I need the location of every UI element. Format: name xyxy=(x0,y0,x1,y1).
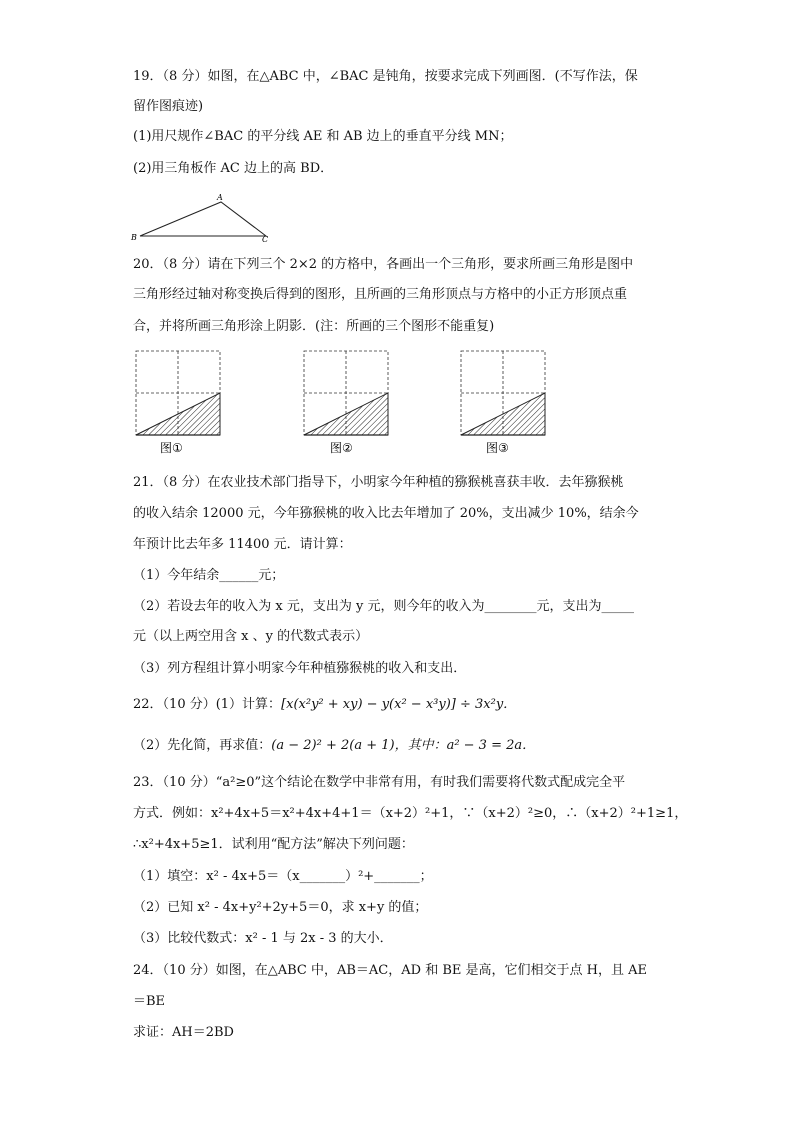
q23-line-1: 23．（10 分）“a²≥0”这个结论在数学中非常有用，有时我们需要将代数式配成完全平 xyxy=(133,775,626,790)
shaded-triangle xyxy=(461,393,545,435)
grid-2 xyxy=(304,351,388,435)
q23-line-5: （2）已知 x² - 4x+y²+2y+5＝0，求 x+y 的值； xyxy=(133,900,428,915)
q19-line-1: 19．（8 分）如图，在△ABC 中，∠BAC 是钝角，按要求完成下列画图．(不写作法，保 xyxy=(133,69,638,84)
q21-line-5: （2）若设去年的收入为 x 元，支出为 y 元，则今年的收入为________元，支出为_____ xyxy=(133,599,634,614)
shaded-triangle xyxy=(304,393,388,435)
q24-line-3: 求证：AH＝2BD xyxy=(133,1025,234,1040)
q20-line-3: 合，并将所画三角形涂上阴影．(注：所画的三个图形不能重复) xyxy=(133,319,495,334)
q23-line-4: （1）填空：x² - 4x+5＝（x_______）²+_______； xyxy=(133,869,433,884)
caption-2: 图② xyxy=(330,441,353,455)
q22-expression-1: [x(x²y² + xy) − y(x² − x³y)] ÷ 3x²y． xyxy=(281,697,517,712)
q21-line-3: 年预计比去年多 11400 元．请计算： xyxy=(133,537,352,552)
q22-line-1-prefix: 22．（10 分）(1）计算： xyxy=(133,697,282,712)
q20-grids xyxy=(130,345,550,455)
q23-line-6: （3）比较代数式：x² - 1 与 2x - 3 的大小． xyxy=(133,931,393,946)
label-b: B xyxy=(131,233,137,242)
q22-line-2-prefix: （2）先化简，再求值： xyxy=(133,738,272,753)
q22-line-1 xyxy=(133,696,673,714)
label-c: C xyxy=(262,235,269,244)
q21-line-4: （1）今年结余______元； xyxy=(133,568,285,583)
q21-line-7: （3）列方程组计算小明家今年种植猕猴桃的收入和支出． xyxy=(133,661,467,676)
label-a: A xyxy=(217,193,223,202)
caption-3: 图③ xyxy=(486,441,509,455)
q21-line-6: 元（以上两空用含 x 、y 的代数式表示） xyxy=(133,629,369,644)
q19-line-4: (2)用三角板作 AC 边上的高 BD． xyxy=(133,161,334,176)
q21-line-1: 21．（8 分）在农业技术部门指导下，小明家今年种植的猕猴桃喜获丰收．去年猕猴桃 xyxy=(133,475,624,490)
q21-line-2: 的收入结余 12000 元，今年猕猴桃的收入比去年增加了 20%，支出减少 10%，结余今 xyxy=(133,506,639,521)
triangle-abc xyxy=(140,202,266,236)
caption-1: 图① xyxy=(160,441,183,455)
q22-expression-2: (a − 2)² + 2(a + 1)，其中：a² − 3 = 2a． xyxy=(271,738,536,753)
q19-line-3: (1)用尺规作∠BAC 的平分线 AE 和 AB 边上的垂直平分线 MN； xyxy=(133,129,513,144)
grid-1 xyxy=(136,351,220,435)
q19-triangle-figure xyxy=(128,192,288,252)
q22-line-2 xyxy=(133,737,673,755)
q23-line-3: ∴x²+4x+5≥1．试利用“配方法”解决下列问题： xyxy=(133,837,414,852)
q23-line-2: 方式．例如：x²+4x+5＝x²+4x+4+1＝（x+2）²+1，∵（x+2）²≥0，∴（x+2）²+1≥1， xyxy=(133,806,688,821)
q20-line-1: 20．（8 分）请在下列三个 2×2 的方格中，各画出一个三角形，要求所画三角形是图中 xyxy=(133,257,634,272)
q24-line-2: ＝BE xyxy=(133,994,166,1009)
grid-3 xyxy=(461,351,545,435)
shaded-triangle xyxy=(136,393,220,435)
q24-line-1: 24．（10 分）如图，在△ABC 中，AB＝AC，AD 和 BE 是高，它们相交于点 H，且 AE xyxy=(133,963,647,978)
q19-line-2: 留作图痕迹) xyxy=(133,99,204,114)
q20-line-2: 三角形经过轴对称变换后得到的图形，且所画的三角形顶点与方格中的小正方形顶点重 xyxy=(133,287,628,302)
